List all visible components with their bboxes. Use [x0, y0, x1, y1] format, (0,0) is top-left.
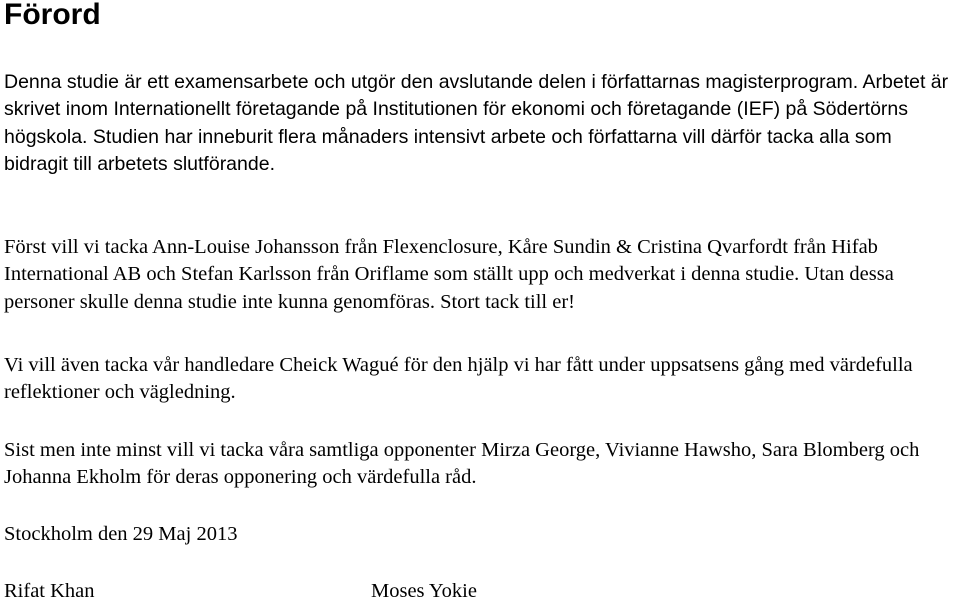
page-title: Förord — [4, 0, 101, 31]
paragraph-thanks-supervisor: Vi vill även tacka vår handledare Cheick Wagué för den hjälp vi har fått under uppsatsens gång med värdefulla reflektioner och vägledning. — [4, 354, 913, 404]
place-and-date: Stockholm den 29 Maj 2013 — [4, 523, 238, 545]
paragraph-intro: Denna studie är ett examensarbete och utgör den avslutande delen i författarnas magisterprogram. Arbetet är skrivet inom Internationellt företagande på Institutionen för ekonomi och företagande (IEF) på Södertörns högskola. Studien har inneburit flera månaders intensivt arbete och författarna vill därför tacka alla som bidragit till arbetets slutförande. — [4, 71, 949, 175]
paragraph-thanks-companies: Först vill vi tacka Ann-Louise Johansson från Flexenclosure, Kåre Sundin & Cristina Qvarfordt från Hifab International AB och Stefan Karlsson från Oriflame som ställt upp och medverkat i denna studie. Utan dessa personer skulle denna studie inte kunna genomföras. Stort tack till er! — [4, 236, 894, 313]
paragraph-thanks-opponents: Sist men inte minst vill vi tacka våra samtliga opponenter Mirza George, Vivianne Hawsho, Sara Blomberg och Johanna Ekholm för deras opponering och värdefulla råd. — [4, 439, 920, 489]
signature-author-2: Moses Yokie — [371, 580, 477, 602]
signature-author-1: Rifat Khan — [4, 580, 95, 602]
